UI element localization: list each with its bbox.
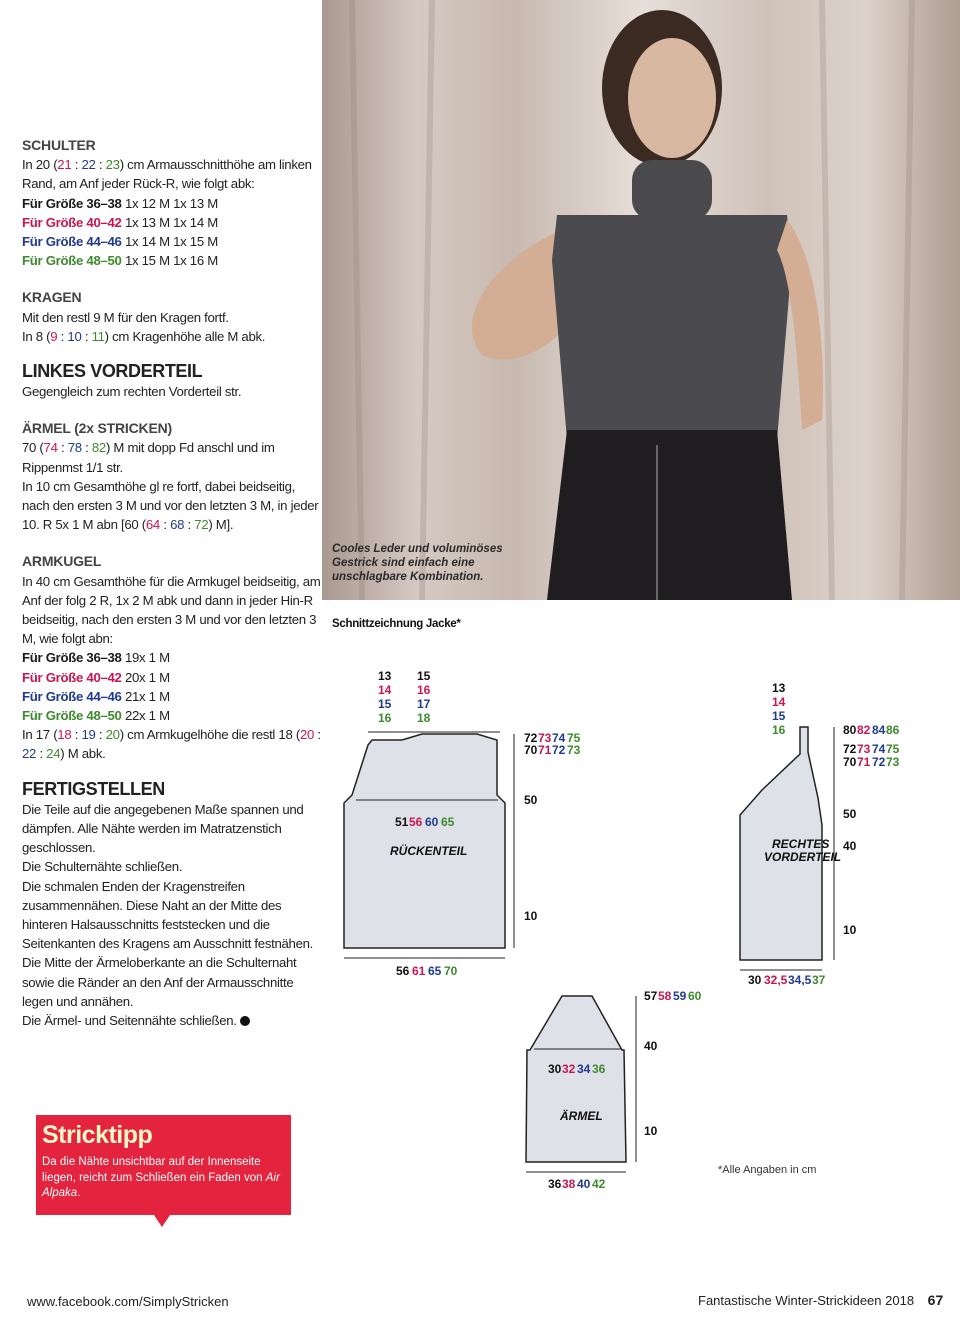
svg-text:40: 40 bbox=[577, 1177, 591, 1191]
section-heading-fertigstellen: FERTIGSTELLEN bbox=[22, 778, 165, 799]
svg-text:59: 59 bbox=[673, 989, 687, 1003]
tip-pointer bbox=[154, 1215, 170, 1227]
sleeve-piece bbox=[526, 996, 626, 1172]
svg-text:38: 38 bbox=[562, 1177, 576, 1191]
svg-text:56: 56 bbox=[409, 815, 423, 829]
svg-text:16: 16 bbox=[417, 683, 431, 697]
svg-text:70: 70 bbox=[524, 743, 538, 757]
svg-text:58: 58 bbox=[658, 989, 672, 1003]
linkes-text: Gegengleich zum rechten Vorderteil str. bbox=[22, 384, 242, 400]
svg-text:13: 13 bbox=[772, 681, 786, 695]
svg-text:18: 18 bbox=[417, 711, 431, 725]
svg-text:10: 10 bbox=[644, 1124, 658, 1138]
svg-text:50: 50 bbox=[524, 793, 538, 807]
svg-text:84: 84 bbox=[872, 723, 886, 737]
instructions-column bbox=[22, 136, 322, 1030]
svg-text:10: 10 bbox=[843, 923, 857, 937]
tip-box bbox=[36, 1115, 291, 1215]
svg-text:17: 17 bbox=[417, 697, 431, 711]
sleeve-right-measures bbox=[644, 989, 702, 1138]
svg-text:30: 30 bbox=[748, 973, 762, 987]
svg-text:71: 71 bbox=[857, 755, 871, 769]
model-illustration bbox=[322, 0, 960, 600]
schulter-row: Für Größe 44–46 1x 14 M 1x 15 M bbox=[22, 234, 218, 250]
tip-text: Da die Nähte unsichtbar auf der Innenseite liegen, reicht zum Schließen ein Faden von Air Alpaka. bbox=[42, 1156, 280, 1199]
section-heading-armkugel: ARMKUGEL bbox=[22, 553, 102, 570]
svg-text:70: 70 bbox=[444, 964, 458, 978]
kragen-line: In 8 (9 : 10 : 11) cm Kragenhöhe alle M abk. bbox=[22, 328, 266, 344]
model-photo bbox=[322, 0, 960, 600]
svg-text:15: 15 bbox=[772, 709, 786, 723]
svg-text:72: 72 bbox=[524, 731, 538, 745]
back-width-mid bbox=[395, 815, 455, 829]
back-label: RÜCKENTEIL bbox=[390, 844, 468, 858]
pattern-diagram bbox=[322, 630, 960, 1230]
svg-text:34: 34 bbox=[577, 1062, 591, 1076]
svg-text:34,5: 34,5 bbox=[788, 973, 812, 987]
svg-text:14: 14 bbox=[378, 683, 392, 697]
diagram-title: Schnittzeichnung Jacke* bbox=[332, 618, 461, 630]
back-width-bottom bbox=[396, 964, 458, 978]
armkugel-row: Für Größe 44–46 21x 1 M bbox=[22, 688, 170, 704]
svg-text:40: 40 bbox=[644, 1039, 658, 1053]
svg-text:51: 51 bbox=[395, 815, 409, 829]
section-heading-schulter: SCHULTER bbox=[22, 137, 96, 153]
fertig-paragraph: Die Schulternähte schließen. bbox=[22, 859, 183, 875]
svg-text:36: 36 bbox=[548, 1177, 562, 1191]
svg-text:15: 15 bbox=[378, 697, 392, 711]
svg-text:32,5: 32,5 bbox=[764, 973, 788, 987]
aermel-text: 70 (74 : 78 : 82) M mit dopp Fd anschl und im Rippenmst 1/1 str. bbox=[22, 440, 275, 475]
sleeve-bottom-measure bbox=[548, 1177, 606, 1191]
svg-text:74: 74 bbox=[872, 742, 886, 756]
front-piece bbox=[740, 727, 841, 970]
front-right-measures bbox=[843, 723, 900, 937]
page-number: 67 bbox=[927, 1292, 944, 1308]
schulter-row: Für Größe 40–42 1x 13 M 1x 14 M bbox=[22, 214, 218, 230]
armkugel-end: In 17 (18 : 19 : 20) cm Armkugelhöhe die restl 18 (20 : 22 : 24) M abk. bbox=[22, 727, 321, 762]
svg-text:75: 75 bbox=[567, 731, 581, 745]
fertig-paragraph: Die Ärmel- und Seitennähte schließen. bbox=[22, 1011, 322, 1030]
footer-url[interactable]: www.facebook.com/SimplyStricken bbox=[27, 1294, 229, 1309]
svg-text:72: 72 bbox=[552, 743, 566, 757]
back-right-measures bbox=[524, 731, 581, 923]
svg-text:36: 36 bbox=[592, 1062, 606, 1076]
front-label-1: RECHTES bbox=[772, 837, 830, 851]
svg-text:82: 82 bbox=[857, 723, 871, 737]
svg-text:65: 65 bbox=[441, 815, 455, 829]
svg-text:60: 60 bbox=[425, 815, 439, 829]
svg-text:80: 80 bbox=[843, 723, 857, 737]
svg-text:70: 70 bbox=[843, 755, 857, 769]
svg-text:42: 42 bbox=[592, 1177, 606, 1191]
front-label-2: VORDERTEIL bbox=[764, 850, 842, 864]
svg-text:71: 71 bbox=[538, 743, 552, 757]
back-piece bbox=[344, 732, 505, 958]
svg-text:72: 72 bbox=[872, 755, 886, 769]
fertig-paragraph: Die schmalen Enden der Kragenstreifen zusammennähen. Diese Naht an der Mitte des hinteren Halsausschnitts feststecken und die Seitenkanten des Kragens am Ausschnitt festnähen. bbox=[22, 878, 314, 952]
svg-text:65: 65 bbox=[428, 964, 442, 978]
svg-text:37: 37 bbox=[812, 973, 826, 987]
svg-text:73: 73 bbox=[886, 755, 900, 769]
svg-text:74: 74 bbox=[552, 731, 566, 745]
svg-text:40: 40 bbox=[843, 839, 857, 853]
end-mark-icon bbox=[240, 1016, 250, 1026]
section-heading-aermel: ÄRMEL (2x STRICKEN) bbox=[22, 420, 172, 437]
sleeve-label: ÄRMEL bbox=[560, 1109, 603, 1123]
fertig-paragraph: Die Teile auf die angegebenen Maße spannen und dämpfen. Alle Nähte werden im Matratzenstich geschlossen. bbox=[22, 801, 304, 856]
back-top-sizes bbox=[378, 669, 431, 725]
magazine-title: Fantastische Winter-Strickideen 2018 bbox=[698, 1293, 915, 1308]
svg-text:61: 61 bbox=[412, 964, 426, 978]
photo-caption: Cooles Leder und voluminöses Gestrick sind einfach eine unschlagbare Kombination. bbox=[332, 543, 503, 583]
svg-text:10: 10 bbox=[524, 909, 538, 923]
svg-text:56: 56 bbox=[396, 964, 410, 978]
svg-text:50: 50 bbox=[843, 807, 857, 821]
kragen-line: Mit den restl 9 M für den Kragen fortf. bbox=[22, 309, 229, 325]
armkugel-row: Für Größe 48–50 22x 1 M bbox=[22, 708, 170, 724]
svg-text:73: 73 bbox=[567, 743, 581, 757]
svg-text:15: 15 bbox=[417, 669, 431, 683]
svg-text:73: 73 bbox=[857, 742, 871, 756]
svg-text:14: 14 bbox=[772, 695, 786, 709]
sleeve-mid-measure bbox=[548, 1062, 606, 1076]
front-top-sizes bbox=[772, 681, 786, 737]
footer-magazine bbox=[698, 1292, 943, 1308]
aermel-text: In 10 cm Gesamthöhe gl re fortf, dabei beidseitig, nach den ersten 3 M und vor den letzten 3 M, in jeder 10. R 5x 1 M abn [60 (64 : 68 : 72) M]. bbox=[22, 478, 319, 533]
units-note: *Alle Angaben in cm bbox=[718, 1164, 817, 1176]
tip-title: Stricktipp bbox=[42, 1121, 153, 1149]
armkugel-row: Für Größe 40–42 20x 1 M bbox=[22, 669, 170, 685]
front-bottom-measure bbox=[748, 973, 826, 987]
schulter-row: Für Größe 36–38 1x 12 M 1x 13 M bbox=[22, 195, 218, 211]
svg-text:32: 32 bbox=[562, 1062, 576, 1076]
fertig-paragraph: Die Mitte der Ärmeloberkante an die Schulternaht sowie die Ränder an den Anf der Armausschnitte legen und annähen. bbox=[22, 955, 297, 1009]
schulter-intro: In 20 (21 : 22 : 23) cm Armausschnitthöhe am linken Rand, am Anf jeder Rück-R, wie folgt abk: bbox=[22, 157, 312, 192]
section-heading-kragen: KRAGEN bbox=[22, 289, 82, 306]
schulter-row: Für Größe 48–50 1x 15 M 1x 16 M bbox=[22, 253, 218, 269]
svg-text:57: 57 bbox=[644, 989, 658, 1003]
svg-text:13: 13 bbox=[378, 669, 392, 683]
svg-text:86: 86 bbox=[886, 723, 900, 737]
svg-text:72: 72 bbox=[843, 742, 857, 756]
svg-text:16: 16 bbox=[772, 723, 786, 737]
svg-text:30: 30 bbox=[548, 1062, 562, 1076]
svg-text:16: 16 bbox=[378, 711, 392, 725]
svg-text:75: 75 bbox=[886, 742, 900, 756]
armkugel-text: In 40 cm Gesamthöhe für die Armkugel beidseitig, am Anf der folg 2 R, 1x 2 M abk und dann in jeder Hin-R beidseitig, nach den ersten 3 M und vor den letzten 3 M, wie folgt abn: bbox=[22, 573, 321, 647]
section-heading-linkes-vorderteil: LINKES VORDERTEIL bbox=[22, 361, 203, 382]
svg-text:60: 60 bbox=[688, 989, 702, 1003]
armkugel-row: Für Größe 36–38 19x 1 M bbox=[22, 650, 170, 666]
svg-text:73: 73 bbox=[538, 731, 552, 745]
